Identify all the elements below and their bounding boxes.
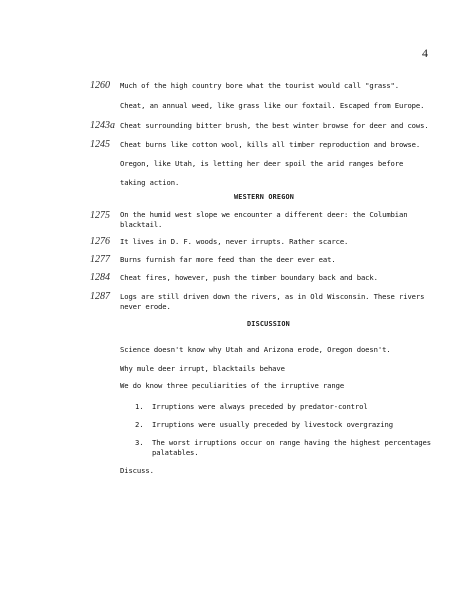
item-number-1277: 1277 (90, 254, 110, 265)
item-number-1243a: 1243a (90, 120, 115, 131)
text-line: blacktail. (120, 220, 163, 229)
list-item: The worst irruptions occur on range having the highest percentages (152, 438, 431, 447)
list-item: palatables. (152, 448, 199, 457)
text-line: Cheat burns like cotton wool, kills all timber reproduction and browse. (120, 140, 421, 149)
text-line: It lives in D. F. woods, never irrupts. Rather scarce. (120, 237, 349, 246)
text-line: taking action. (120, 178, 180, 187)
list-number: 1. (135, 402, 144, 411)
discussion-line: Science doesn't know why Utah and Arizona erode, Oregon doesn't. (120, 345, 391, 354)
list-item: Irruptions were always preceded by predator-control (152, 402, 368, 411)
text-line: Oregon, like Utah, is letting her deer spoil the arid ranges before (120, 159, 404, 168)
discussion-line: Why mule deer irrupt, blacktails behave (120, 364, 285, 373)
item-number-1245: 1245 (90, 139, 110, 150)
text-line: never erode. (120, 302, 171, 311)
item-number-1275: 1275 (90, 210, 110, 221)
list-number: 2. (135, 420, 144, 429)
section-heading-discussion: DISCUSSION (247, 320, 290, 328)
text-line: Logs are still driven down the rivers, as in Old Wisconsin. These rivers (120, 292, 425, 301)
item-number-1260: 1260 (90, 80, 110, 91)
text-line: Burns furnish far more feed than the deer ever eat. (120, 255, 336, 264)
section-heading-western-oregon: WESTERN OREGON (234, 193, 295, 201)
text-line: Cheat fires, however, push the timber boundary back and back. (120, 273, 378, 282)
page-number: 4 (422, 46, 428, 60)
text-line: On the humid west slope we encounter a different deer: the Columbian (120, 210, 408, 219)
text-line: Much of the high country bore what the tourist would call "grass". (120, 81, 399, 90)
list-item: Irruptions were usually preceded by livestock overgrazing (152, 420, 393, 429)
item-number-1284: 1284 (90, 272, 110, 283)
text-line: Cheat surrounding bitter brush, the best winter browse for deer and cows. (120, 121, 429, 130)
item-number-1287: 1287 (90, 291, 110, 302)
discussion-line: We do know three peculiarities of the irruptive range (120, 381, 345, 390)
list-number: 3. (135, 438, 144, 447)
item-number-1276: 1276 (90, 236, 110, 247)
text-line: Cheat, an annual weed, like grass like our foxtail. Escaped from Europe. (120, 101, 425, 110)
closing-line: Discuss. (120, 466, 154, 475)
